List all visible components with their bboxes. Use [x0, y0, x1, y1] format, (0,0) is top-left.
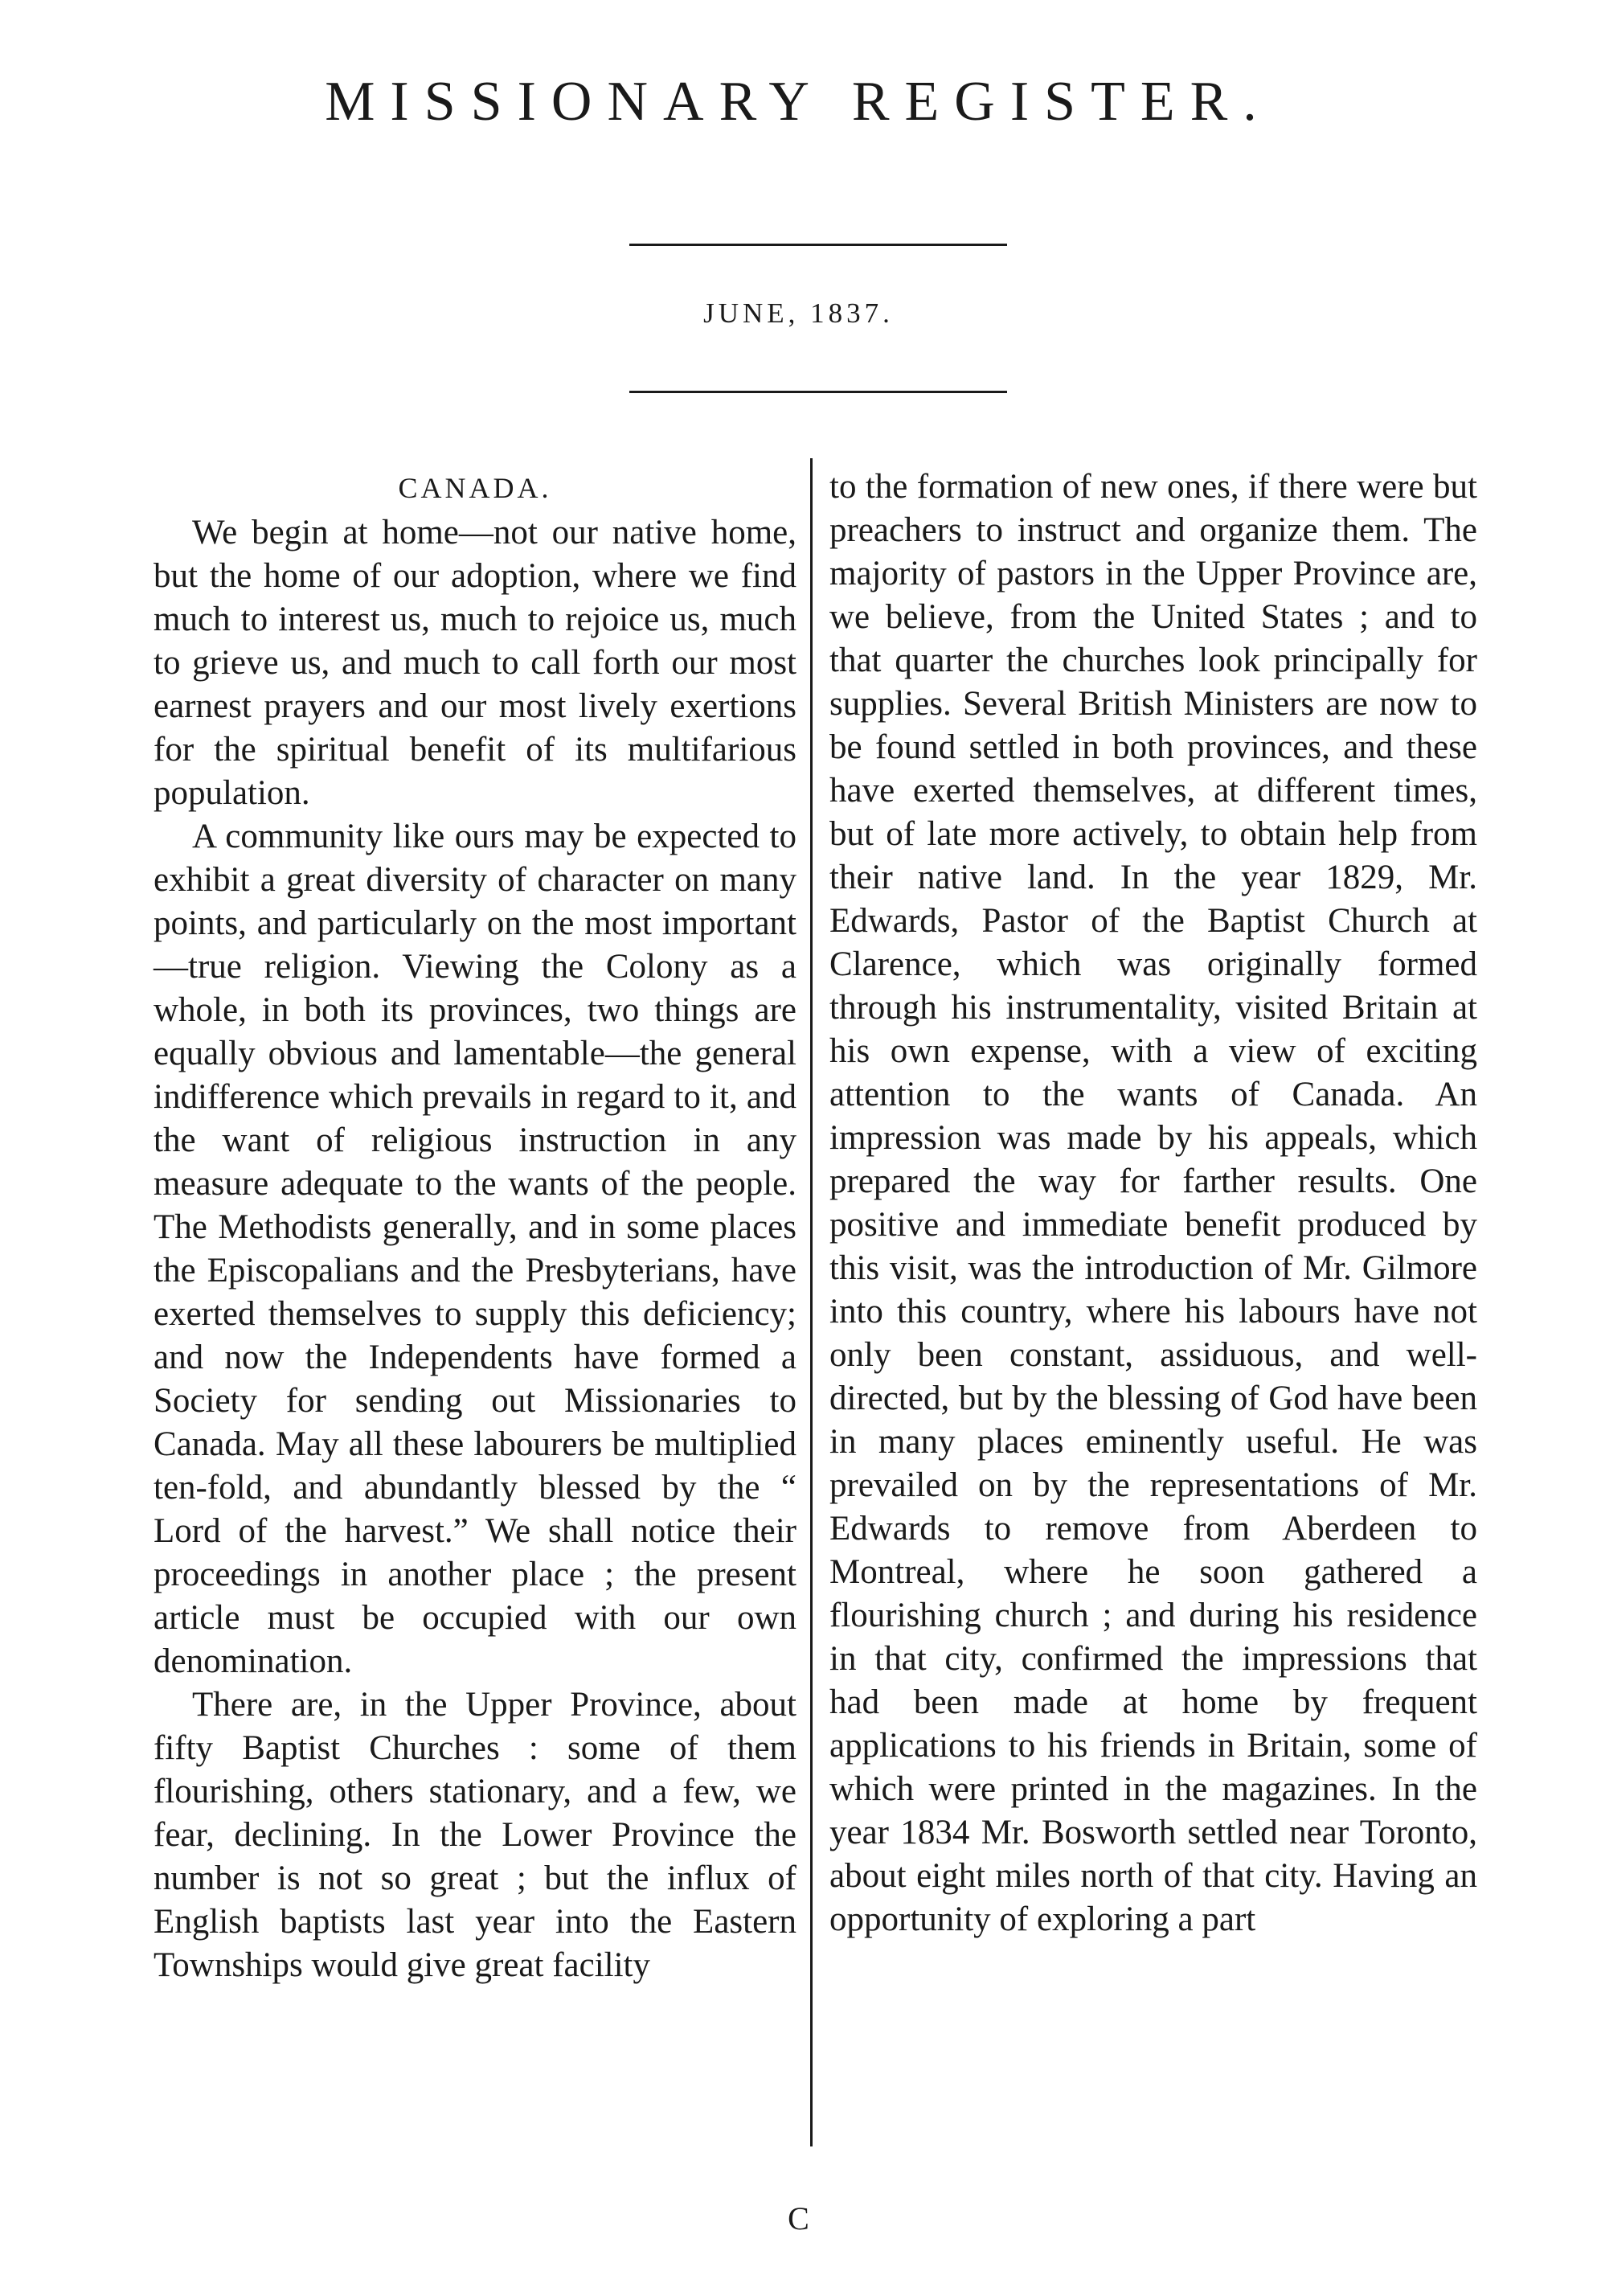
rule-above-date — [629, 244, 1007, 246]
section-heading: CANADA. — [398, 472, 552, 504]
paragraph: A community like ours may be expected to exhibit a great diversity of character on many points, and particularly on the most important—true religion. Viewing the Colony as a whole, in both its provinces, two things are equally obvious and lamentable—the general indifference which prevails in regard to it, and the want of religious instruction in any measure adequate to the wants of the people. The Methodists generally, and in some places the Episcopalians and the Presbyterians, have exerted themselves to supply this deficiency; and now the Independents have formed a Society for sending out Missionaries to Canada. May all these labourers be multiplied ten-fold, and abundantly blessed by the “ Lord of the harvest.” We shall notice their proceedings in another place ; the present article must be occupied with our own denomination. — [154, 818, 796, 1680]
paragraph: There are, in the Upper Province, about fifty Baptist Churches : some of them flourishing, others stationary, and a few, we fear, declining. In the Lower Province the number is not so great ; but the influx of English baptists last year into the Eastern Townships would give great facility — [154, 1686, 796, 1984]
rule-below-date — [629, 391, 1007, 393]
masthead-title: MISSIONARY REGISTER. — [325, 71, 1272, 133]
signature-mark: C — [788, 2200, 809, 2237]
left-column — [154, 466, 796, 1987]
paragraph: We begin at home—not our native home, but the home of our adoption, where we find much to interest us, much to rejoice us, much to grieve us, and much to call forth our most earnest prayers and our most lively exertions for the spiritual benefit of its multifarious population. — [154, 514, 796, 812]
right-column — [829, 465, 1477, 1941]
paragraph-continued: to the formation of new ones, if there were but preachers to instruct and organize them. The majority of pastors in the Upper Province are, we believe, from the United States ; and to that quarter the churches look principally for supplies. Several British Ministers are now to be found settled in both provinces, and these have exerted themselves, at different times, but of late more actively, to obtain help from their native land. In the year 1829, Mr. Edwards, Pastor of the Baptist Church at Clarence, which was originally formed through his instrumentality, visited Britain at his own expense, with a view of exciting attention to the wants of Canada. An impression was made by his appeals, which prepared the way for farther results. One positive and immediate benefit produced by this visit, was the introduction of Mr. Gilmore into this country, where his labours have not only been constant, assiduous, and well-directed, but by the blessing of God have been in many places eminently useful. He was prevailed on by the representations of Mr. Edwards to remove from Aberdeen to Montreal, where he soon gathered a flourishing church ; and during his residence in that city, confirmed the impressions that had been made at home by frequent applications to his friends in Britain, some of which were printed in the magazines. In the year 1834 Mr. Bosworth settled near Toronto, about eight miles north of that city. Having an opportunity of exploring a part — [829, 468, 1477, 1938]
issue-date: JUNE, 1837. — [703, 297, 894, 329]
column-divider — [810, 458, 813, 2146]
